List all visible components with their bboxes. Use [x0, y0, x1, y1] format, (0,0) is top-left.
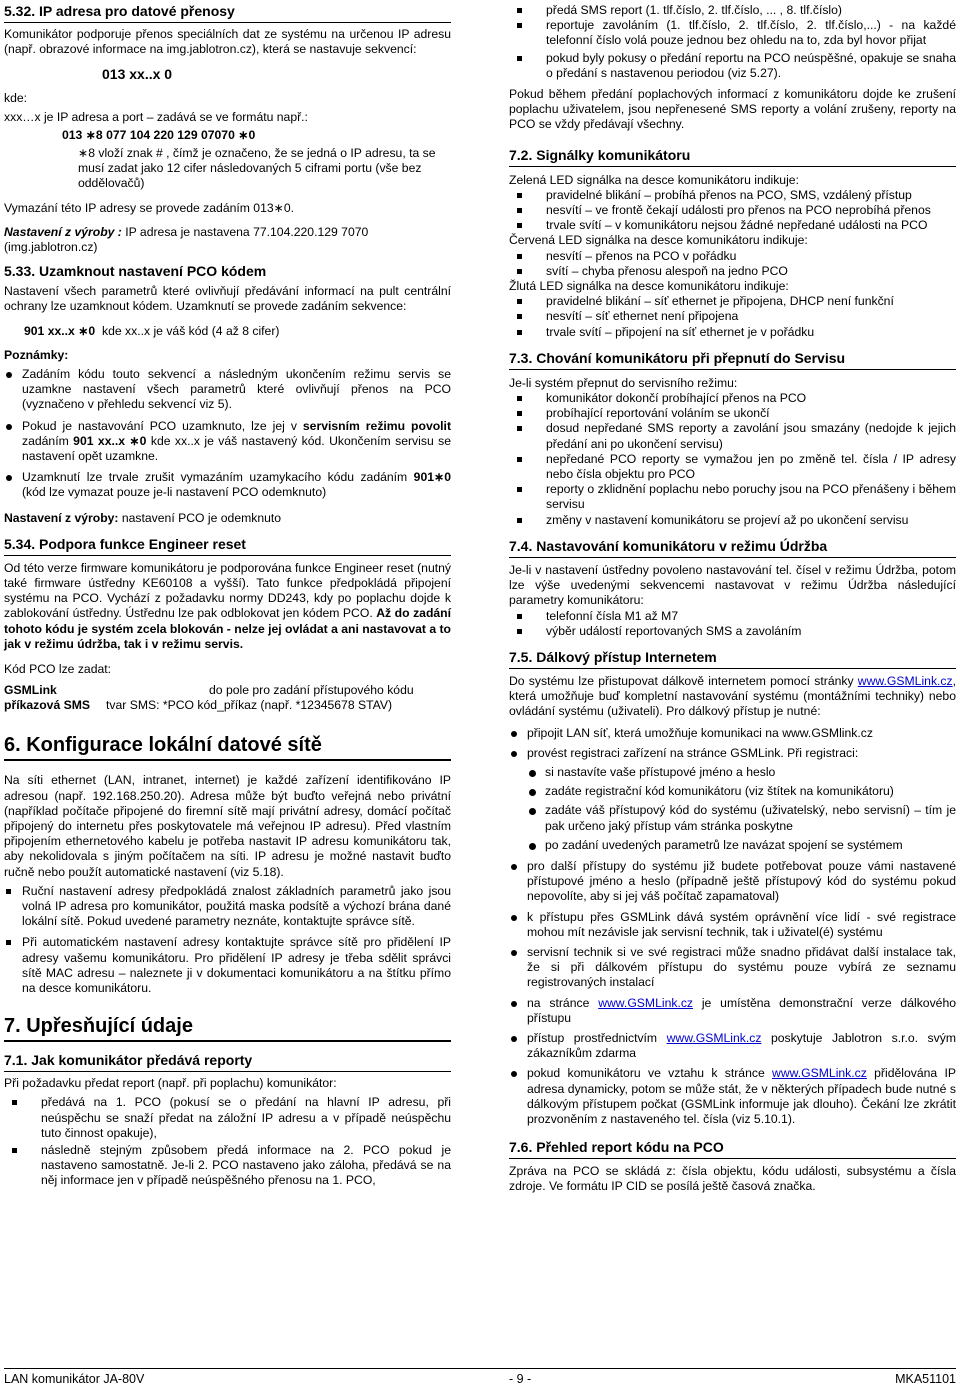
pco-row-sms — [4, 698, 451, 713]
list-item — [509, 746, 956, 853]
example-code: 013 ∗8 077 104 220 129 07070 ∗0 — [62, 127, 256, 142]
factory-label: Nastavení z výroby: — [4, 510, 119, 525]
sub-item: zadáte registrační kód komunikátoru (viz štítek na komunikátoru) — [509, 784, 956, 799]
chapter-7-title: 7. Upřesňující údaje — [4, 1014, 451, 1042]
footer-doc-code: MKA51101 — [895, 1372, 956, 1386]
list-item: předává na 1. PCO (pokusí se o předání na hlavní IP adresu, při neúspěchu se snaží předat na záložní IP adresu a v případě neúspěchu tuto činnost opakuje), — [4, 1095, 451, 1141]
section-5-32-intro: Komunikátor podporuje přenos speciálních dat ze systému na určenou IP adresu (např. obrazové informace na img.jablotron.cz), která se nastavuje sekvencí: — [4, 27, 451, 57]
list-item: reportuje zavoláním (1. tlf.číslo, 2. tlf.číslo, 2. tlf.číslo,...) - na každé telefonní číslo volá pouze jednou bez ohledu na to, zda byl hovor přijat — [509, 18, 956, 48]
factory-setting-533 — [4, 511, 451, 526]
list-item: nepředané PCO reporty se vymažou jen po změně tel. čísla / IP adresy nebo čísla objektu pro PCO — [509, 452, 956, 482]
row-text: do pole pro zadání přístupového kódu — [209, 683, 414, 698]
chapter-6-bullets — [4, 884, 451, 996]
footer-product: LAN komunikátor JA-80V — [4, 1372, 145, 1386]
list-item: komunikátor dokončí probíhající přenos na PCO — [509, 391, 956, 406]
row-text: tvar SMS: *PCO kód_příkaz (např. *12345678 STAV) — [106, 698, 393, 713]
lock-code: 901 xx..x ∗0 — [24, 323, 96, 338]
list-item: servisní technik si ve své registraci může snadno přidávat další instalace tak, že si při dálkovém přístupu do systému pouze vybírá ze seznamu registrovaných instalací — [509, 945, 956, 991]
factory-setting-532 — [4, 225, 451, 255]
sub-item: po zadání uvedených parametrů lze navázat spojení se systémem — [509, 838, 956, 853]
left-column — [4, 3, 451, 1189]
section-7-1-title: 7.1. Jak komunikátor předává reporty — [4, 1052, 451, 1072]
list-item — [4, 419, 451, 465]
row-label: příkazová SMS — [4, 698, 91, 713]
item-text: poskytuje Jablotron s.r.o. svým zákazníkům zdarma — [527, 1030, 956, 1061]
note-text: Uzamknutí lze trvale zrušit vymazáním uzamykacího kódu zadáním — [22, 470, 414, 485]
item-text: provést registraci zařízení na stránce GSMLink. Při registraci: — [527, 745, 859, 760]
xxx-description: xxx…x je IP adresa a port – zadává se ve formátu např.: — [4, 109, 308, 124]
engineer-reset-text: Od této verze firmware komunikátoru je podporována funkce Engineer reset (nutný také firmware ústředny KE60108 a vyšší). Tato funkce předpokládá připojení systému na PCO. Vychází z požadavku normy DD243, kdy po poplachu dojde k zablokování ústředny. Ústřednu lze pak odblokovat jen kódem PCO. — [4, 560, 451, 621]
gsmlink-link[interactable]: www.GSMLink.cz — [666, 1030, 762, 1045]
list-item: dosud nepředané SMS reporty a zavolání jsou smazány (nedojde k jejich předání ani po ukončení servisu) — [509, 421, 956, 451]
note-code: 901 xx..x ∗0 — [73, 433, 147, 448]
section-7-6-text: Zpráva na PCO se skládá z: čísla objektu, kódu události, subsystému a čísla zdroje. Ve formátu IP CID se posílá ještě časová značka. — [509, 1164, 956, 1194]
list-item: připojit LAN síť, která umožňuje komunikaci na www.GSMlink.cz — [509, 726, 956, 741]
list-item: trvale svítí – připojení na síť ethernet je v pořádku — [509, 325, 956, 340]
intro-text: Do systému lze přistupovat dálkově internetem pomocí stránky — [509, 673, 858, 688]
pco-code-label: Kód PCO lze zadat: — [4, 662, 112, 677]
item-text: přidělována IP adresa dynamicky, potom se může stát, že v některých případech bude nutné s dálkovým přístupem počkat (GSMLink informuje jak dlouho). Čekání lze zkrátit prozvoněním z nastaveného tel. čísla (viz 5.10.1). — [527, 1066, 956, 1126]
factory-value: nastavení PCO je odemknuto — [118, 510, 282, 525]
section-5-32-title: 5.32. IP adresa pro datové přenosy — [4, 3, 451, 23]
notes-list — [4, 367, 451, 501]
list-item: nesvítí – síť ethernet není připojena — [509, 309, 956, 324]
yellow-led-label: Žlutá LED signálka na desce komunikátoru indikuje: — [509, 279, 789, 294]
section-7-5-title: 7.5. Dálkový přístup Internetem — [509, 649, 956, 669]
list-item: pravidelné blikání – probíhá přenos na PCO, SMS, vzdálený přístup — [509, 188, 956, 203]
list-item: Ruční nastavení adresy předpokládá znalost základních parametrů jako jsou volná IP adresa pro komunikátor, použitá maska podsítě a výchozí brána dané lokální sítě. Pokud uvedené parametry neznáte, kontaktujte správce sítě. — [4, 884, 451, 930]
row-label: GSMLink — [4, 683, 57, 698]
list-item: k přístupu přes GSMLink dává systém oprávnění více lidí - své registrace mohou mít nezávisle jak servisní technik, tak i uživatel(é) systému — [509, 910, 956, 940]
note-text: kde xx..x je váš nastavený kód. Ukončením servisu se nastavení opět uzamkne. — [22, 433, 452, 464]
section-5-34-title: 5.34. Podpora funkce Engineer reset — [4, 536, 451, 556]
list-item: Při automatickém nastavení adresy kontaktujte správce sítě pro přidělení IP adresy vašemu komunikátoru. Pro přidělení IP adresy je třeba sdělit správci sítě MAC adresu – naleznete ji v dokumentaci komunikátoru a na štítku přímo na desce komunikátoru. — [4, 935, 451, 996]
list-item: pravidelné blikání – síť ethernet je připojena, DHCP není funkční — [509, 294, 956, 309]
list-item: telefonní čísla M1 až M7 — [509, 609, 956, 624]
note-text: zadáním — [22, 433, 74, 448]
engineer-reset-bold: Až do zadání tohoto kódu je systém zcela blokován - nelze jej ovládat a ani nastavovat a to jak v režimu údržba, tak i v režimu servis. — [4, 606, 452, 651]
green-led-label: Zelená LED signálka na desce komunikátoru indikuje: — [509, 172, 799, 187]
list-item: reporty o zklidnění poplachu nebo poruchy jsou na PCO přenášeny i během servisu — [509, 482, 956, 512]
section-7-4-title: 7.4. Nastavování komunikátoru v režimu Údržba — [509, 538, 956, 558]
section-7-5-intro — [509, 674, 956, 720]
section-7-5-list — [509, 726, 956, 1128]
section-7-6-title: 7.6. Přehled report kódu na PCO — [509, 1139, 956, 1159]
yellow-led-list — [509, 294, 956, 340]
section-5-33-title: 5.33. Uzamknout nastavení PCO kódem — [4, 263, 267, 280]
item-text: je umístěna demonstrační verze dálkového přístupu — [527, 995, 956, 1025]
list-item: výběr událostí reportovaných SMS a zavoláním — [509, 624, 956, 639]
sequence-code: 013 xx..x 0 — [102, 66, 173, 83]
section-7-1-list-continued — [509, 3, 956, 81]
list-item: změny v nastavení komunikátoru se projeví až po ukončení servisu — [509, 513, 956, 528]
chapter-6-title: 6. Konfigurace lokální datové sítě — [4, 733, 451, 761]
section-7-1-intro: Při požadavku předat report (např. při poplachu) komunikátor: — [4, 1076, 337, 1091]
page-number: - 9 - — [509, 1372, 532, 1386]
list-item: pokud byly pokusy o předání reportu na PCO neúspěšné, opakuje se snaha o předání s nastavenou periodou (viz 5.27). — [509, 51, 956, 81]
green-led-list — [509, 188, 956, 234]
note-bold: servisním režimu povolit — [302, 418, 452, 433]
note-text: (kód lze vymazat pouze je-li nastavení PCO odemknuto) — [22, 485, 327, 500]
kde-label: kde: — [4, 91, 28, 106]
intro-text: , která umožňuje buď kompletní nastavování systému (montážními techniky) nebo ovládání systému (uživateli). Pro dálkový přístup je nutné: — [509, 673, 956, 719]
pco-row-gsmlink — [4, 683, 451, 698]
registration-sublist — [509, 765, 956, 853]
list-item: svítí – chyba přenosu alespoň na jedno PCO — [509, 264, 956, 279]
list-item: následně stejným způsobem předá informace na 2. PCO pokud je nastaveno samostatně. Je-li 2. PCO nastaveno jako záloha, předává se na něj informace jen v případě neúspěšného přenosu na 1. PCO, — [4, 1143, 451, 1189]
right-column — [509, 3, 956, 1195]
section-7-3-title: 7.3. Chování komunikátoru při přepnutí do Servisu — [509, 350, 956, 370]
list-item — [509, 1066, 956, 1127]
list-item: probíhající reportování voláním se ukončí — [509, 406, 956, 421]
red-led-label: Červená LED signálka na desce komunikátoru indikuje: — [509, 233, 808, 248]
item-text: přístup prostřednictvím — [527, 1030, 667, 1045]
section-7-4-list — [509, 609, 956, 639]
list-item: nesvítí – ve frontě čekají události pro přenos na PCO neprobíhá přenos — [509, 203, 956, 218]
section-7-1-note: Pokud během předání poplachových informací z komunikátoru dojde ke zrušení poplachu uživatelem, jsou nepřenesené SMS reporty a volání zrušeny, reporty na PCO se vždy předávají všechny. — [509, 87, 956, 132]
section-7-1-list — [4, 1095, 451, 1188]
list-item — [509, 1031, 956, 1061]
note-text: Pokud je nastavování PCO uzamknuto, lze jej v — [22, 418, 303, 433]
factory-label: Nastavení z výroby : — [4, 224, 122, 239]
red-led-list — [509, 249, 956, 279]
clear-instruction: Vymazání této IP adresy se provede zadáním 013∗0. — [4, 200, 295, 215]
list-item — [4, 470, 451, 500]
item-text: pokud komunikátoru ve vztahu k stránce — [527, 1066, 773, 1081]
sub-item: zadáte váš přístupový kód do systému (uživatelský, nebo servisní) – tím je pak určeno jaký přístup vám stránka poskytne — [509, 803, 956, 833]
example-explanation: ∗8 vloží znak # , čímž je označeno, že se jedná o IP adresu, ta se musí zadat jako 12 cifer následovaných 5 ciframi portu (vše bez oddělovačů) — [78, 146, 436, 191]
list-item: předá SMS report (1. tlf.číslo, 2. tlf.číslo, ... , 8. tlf.číslo) — [509, 3, 956, 18]
section-7-4-intro: Je-li v nastavení ústředny povoleno nastavování tel. čísel v režimu Údržba, potom lze výše uvedenými sekvencemi nastavovat v režimu Údržba následující parametry komunikátoru: — [509, 562, 956, 608]
list-item — [509, 996, 956, 1026]
note-code: 901∗0 — [413, 470, 451, 485]
page-footer — [4, 1368, 956, 1386]
list-item: Zadáním kódu touto sekvencí a následným ukončením režimu servis se uzamkne nastavení všech parametrů které ovlivňují přenos na PCO (vyznačeno v přehledu sekvencí viz 5). — [4, 367, 451, 413]
section-7-3-list — [509, 391, 956, 528]
gsmlink-link[interactable]: www.GSMLink.cz — [598, 995, 694, 1010]
section-5-33-intro: Nastavení všech parametrů které ovlivňují předávání informací na pult centrální ochrany lze uzamknout kódem. Uzamknutí se provede zadáním sekvence: — [4, 284, 451, 314]
lock-code-note: kde xx..x je váš kód (4 až 8 cifer) — [101, 323, 280, 338]
section-5-34-text — [4, 561, 451, 652]
chapter-6-text: Na síti ethernet (LAN, intranet, internet) je každé zařízení identifikováno IP adresou (např. 192.168.250.20). Adresa může být buďto veřejná nebo privátní (například počítače připojené do firemní sítě mají privátní adresy, domácí počítač připojený do internetu přes poskytovatele má veřejnou IP adresu). Před vlastním připojením ethernetového kabelu je potřeba nastavit IP adresu komunikátoru tak, aby nekolidovala s jiným počítačem na síti. IP adresu je možné nastavit buďto ručně nebo použít automatické nastavení (viz 5.18). — [4, 773, 451, 879]
list-item: trvale svítí – v komunikátoru nejsou žádné nepředané události na PCO — [509, 218, 956, 233]
notes-label: Poznámky: — [4, 347, 69, 362]
gsmlink-link[interactable]: www.GSMLink.cz — [772, 1066, 867, 1081]
section-7-3-intro: Je-li systém přepnut do servisního režimu: — [509, 375, 738, 390]
lock-sequence — [4, 324, 451, 339]
sub-item: si nastavíte vaše přístupové jméno a heslo — [509, 765, 956, 780]
factory-value: IP adresa je nastavena 77.104.220.129 7070 (img.jablotron.cz) — [4, 224, 369, 255]
item-text: na stránce — [527, 995, 599, 1010]
gsmlink-link[interactable]: www.GSMLink.cz — [857, 673, 953, 688]
list-item: nesvítí – přenos na PCO v pořádku — [509, 249, 956, 264]
section-7-2-title: 7.2. Signálky komunikátoru — [509, 147, 956, 167]
list-item: pro další přístupy do systému již budete potřebovat pouze vámi nastavené přístupové jméno a heslo (případně ještě přístupový kód do systému pokud nepovolíte, aby si jej váš počítač zapamatoval) — [509, 859, 956, 905]
